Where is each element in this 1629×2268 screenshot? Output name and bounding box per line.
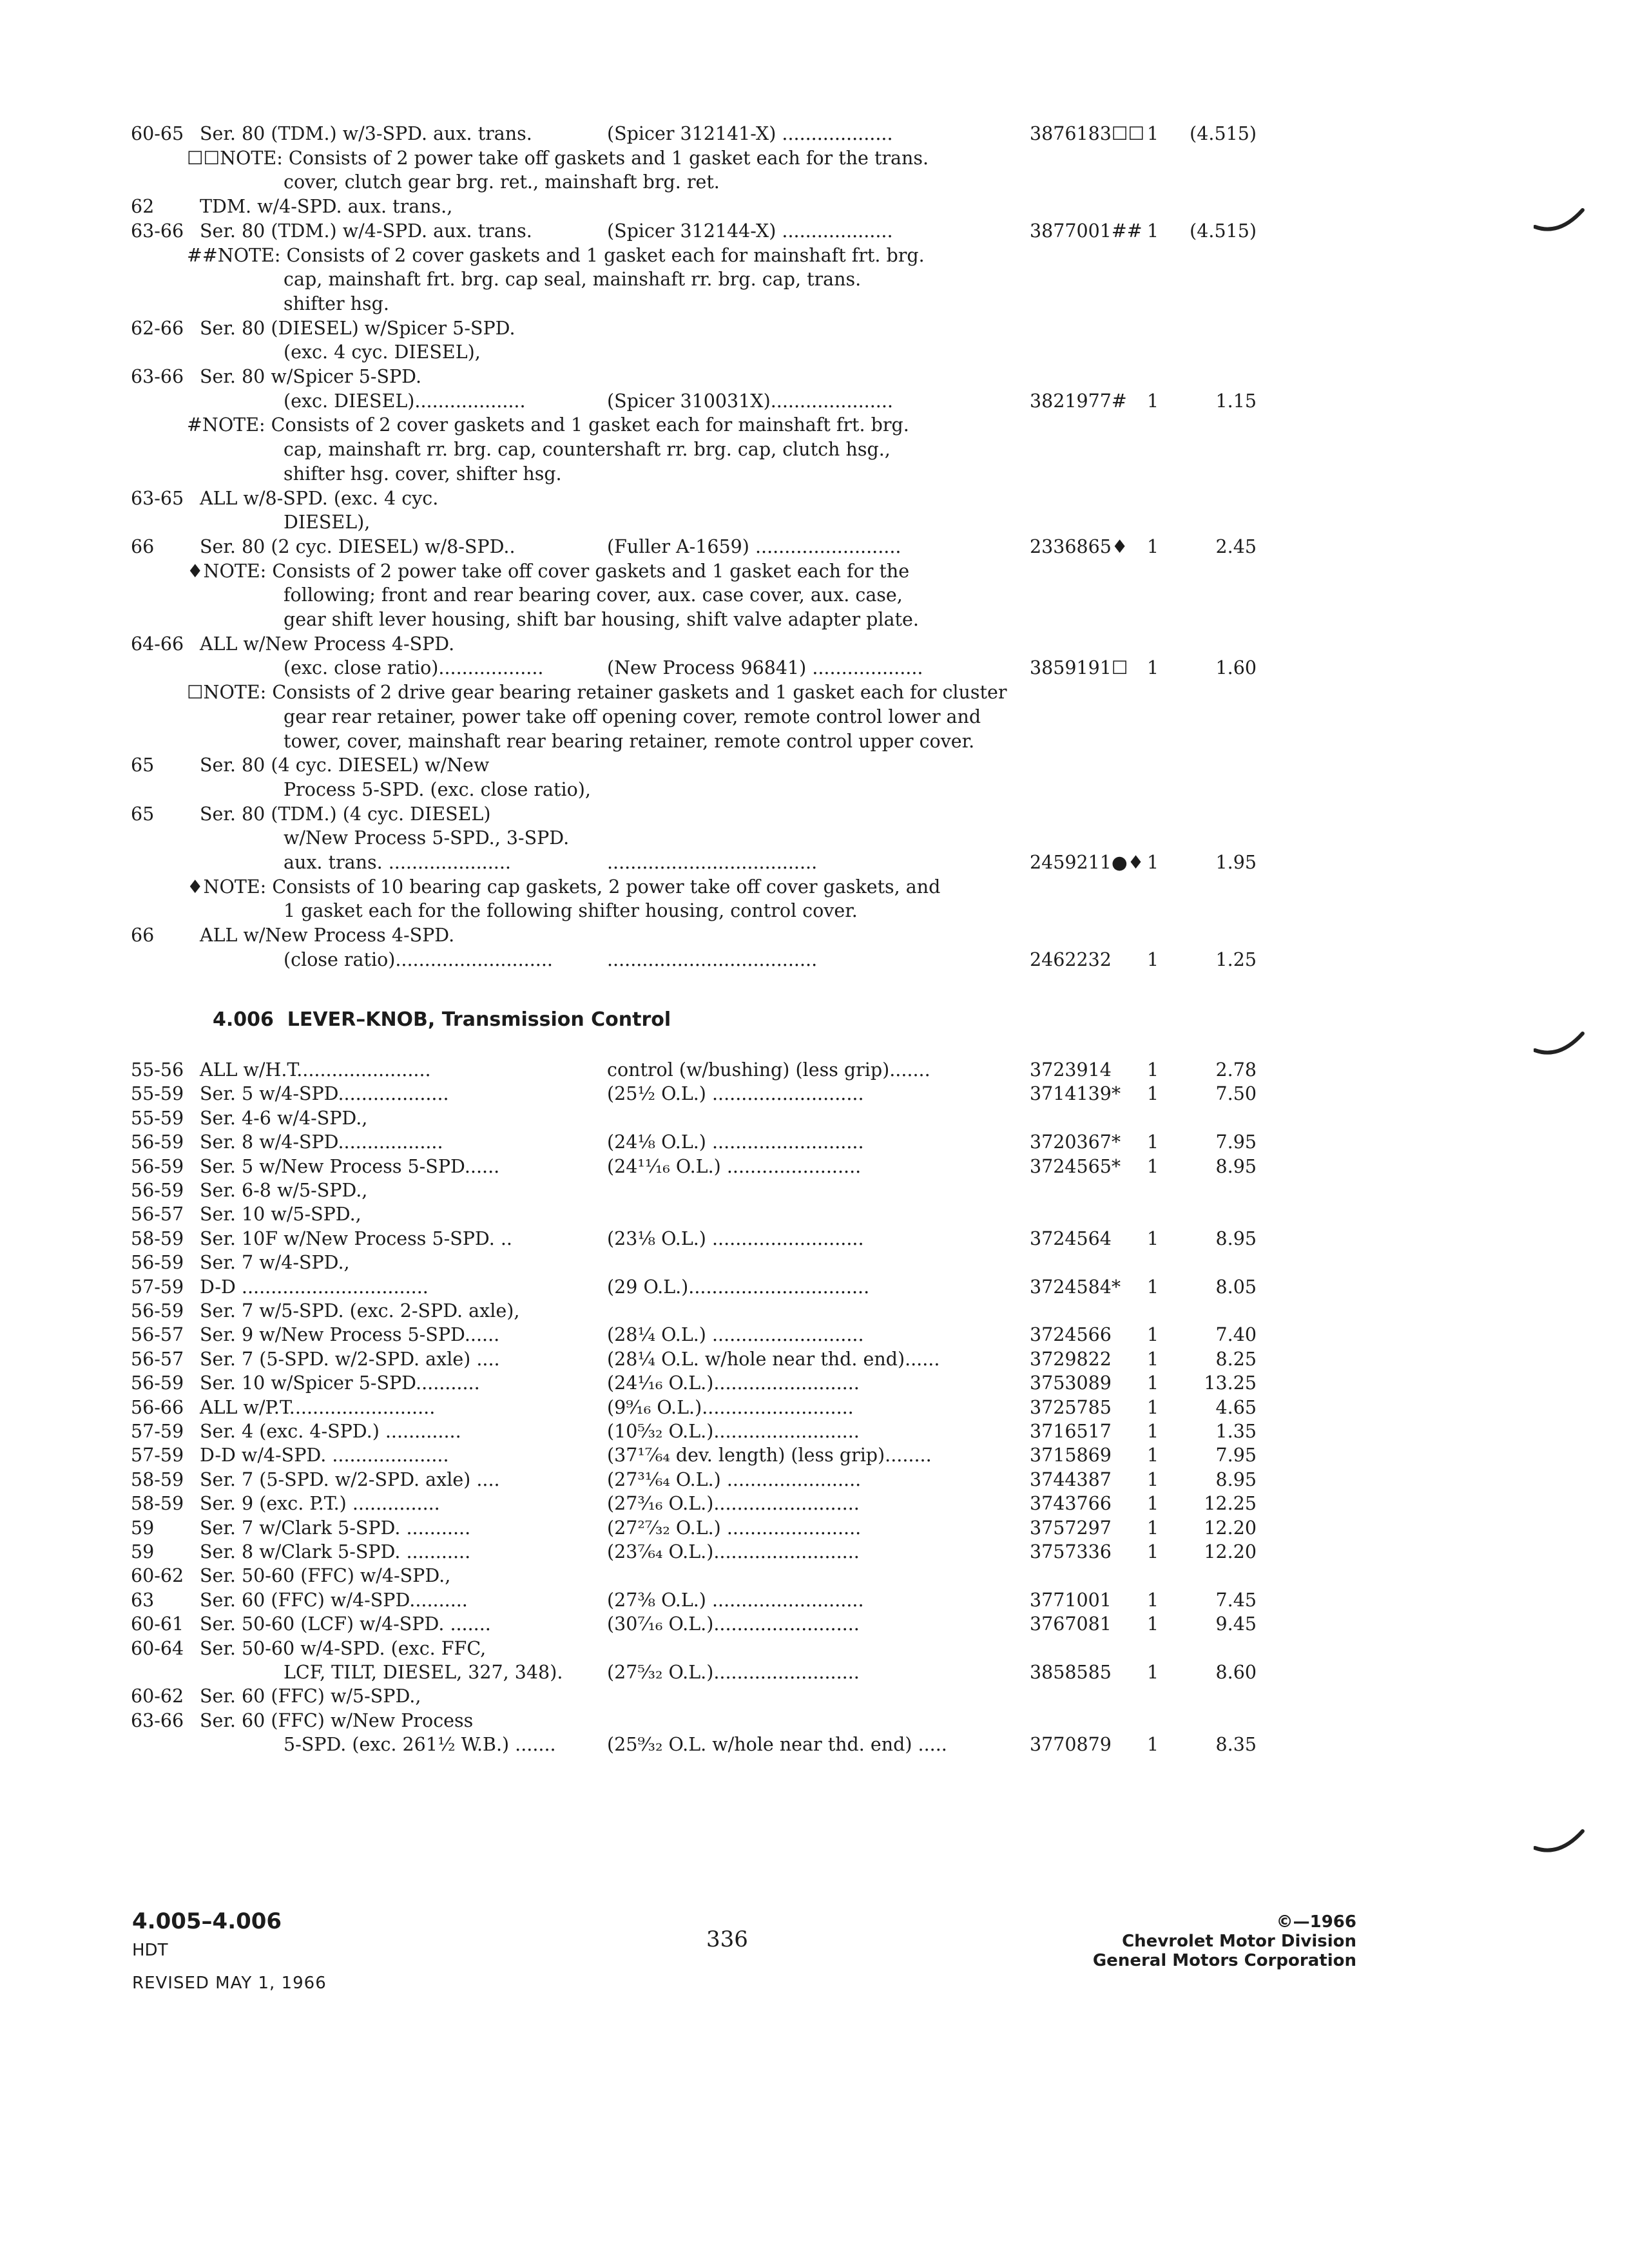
application-desc: Ser. 6-8 w/5-SPD.,: [200, 1180, 368, 1201]
model-year: 60-61: [131, 1613, 184, 1635]
spec-text: (24¹¹⁄₁₆ O.L.) .......................: [607, 1155, 862, 1177]
quantity: 1: [1147, 1083, 1159, 1105]
application-desc: TDM. w/4-SPD. aux. trans.,: [200, 196, 453, 218]
catalog-line: [0, 1155, 1629, 1178]
catalog-line: [0, 730, 1629, 753]
spec-text: (24¹⁄₁₆ O.L.).........................: [607, 1372, 860, 1394]
application-desc: Ser. 8 w/Clark 5-SPD. ...........: [200, 1541, 471, 1562]
application-desc: Ser. 60 (FFC) w/New Process: [200, 1709, 474, 1731]
part-number: 3715869: [1030, 1445, 1112, 1466]
catalog-line: [0, 1179, 1629, 1202]
application-desc: Ser. 80 (TDM.) (4 cyc. DIESEL): [200, 803, 491, 825]
application-desc: Ser. 50-60 w/4-SPD. (exc. FFC,: [200, 1637, 487, 1659]
model-year: 56-59: [131, 1131, 184, 1153]
part-number: 3859191☐: [1030, 657, 1128, 679]
part-number: 3771001: [1030, 1589, 1112, 1611]
application-desc: Ser. 7 (5-SPD. w/2-SPD. axle) ....: [200, 1348, 500, 1370]
model-year: 60-62: [131, 1565, 184, 1587]
margin-tick-mark: [1534, 1031, 1585, 1061]
spec-text: (24⅛ O.L.) ..........................: [607, 1131, 864, 1153]
model-year: 60-62: [131, 1686, 184, 1707]
catalog-line: [0, 948, 1629, 972]
catalog-line: [0, 365, 1629, 389]
price: 9.45: [1215, 1613, 1257, 1635]
catalog-line: [0, 122, 1629, 146]
continuation-text: (exc. close ratio)..................: [284, 657, 544, 679]
model-year: 56-57: [131, 1324, 184, 1346]
note-text: ♦NOTE: Consists of 2 power take off cover gaskets and 1 gasket each for the: [187, 560, 910, 582]
application-desc: Ser. 60 (FFC) w/5-SPD.,: [200, 1686, 421, 1707]
continuation-text: cap, mainshaft rr. brg. cap, countershaft rr. brg. cap, clutch hsg.,: [284, 439, 891, 461]
price: 1.15: [1215, 390, 1257, 412]
quantity: 1: [1147, 390, 1159, 412]
catalog-line: [0, 633, 1629, 656]
model-year: 57-59: [131, 1276, 184, 1298]
page-number: 336: [706, 1927, 748, 1952]
quantity: 1: [1147, 852, 1159, 873]
application-desc: Ser. 80 (TDM.) w/4-SPD. aux. trans.: [200, 220, 532, 242]
model-year: 60-65: [131, 123, 184, 144]
quantity: 1: [1147, 1131, 1159, 1153]
application-desc: Ser. 60 (FFC) w/4-SPD..........: [200, 1589, 468, 1611]
application-desc: Ser. 50-60 (FFC) w/4-SPD.,: [200, 1565, 451, 1587]
catalog-line: [0, 706, 1629, 729]
catalog-line: [0, 1082, 1629, 1106]
application-desc: Ser. 9 w/New Process 5-SPD......: [200, 1324, 500, 1346]
price: 1.95: [1215, 852, 1257, 873]
price: 8.60: [1215, 1662, 1257, 1683]
model-year: 58-59: [131, 1493, 184, 1515]
catalog-line: [0, 803, 1629, 826]
application-desc: Ser. 7 (5-SPD. w/2-SPD. axle) ....: [200, 1468, 500, 1490]
catalog-line: [0, 1396, 1629, 1419]
spec-text: (27⁵⁄₃₂ O.L.).........................: [607, 1662, 860, 1683]
catalog-line: [0, 1517, 1629, 1540]
model-year: 65: [131, 754, 155, 776]
spec-text: (27³⁄₁₆ O.L.).........................: [607, 1493, 860, 1515]
spec-text: (Spicer 312141-X) ...................: [607, 123, 893, 144]
spec-text: (28¼ O.L.) ..........................: [607, 1324, 864, 1346]
application-desc: Ser. 7 w/Clark 5-SPD. ...........: [200, 1517, 471, 1539]
quantity: 1: [1147, 1348, 1159, 1370]
spec-text: (Spicer 310031X).....................: [607, 390, 893, 412]
price: 12.20: [1204, 1517, 1257, 1539]
model-year: 63-65: [131, 487, 184, 509]
quantity: 1: [1147, 1227, 1159, 1249]
part-number: 3753089: [1030, 1372, 1112, 1394]
model-year: 56-59: [131, 1155, 184, 1177]
part-number: 3821977#: [1030, 390, 1127, 412]
catalog-line: [0, 1444, 1629, 1467]
quantity: 1: [1147, 123, 1159, 144]
revision-date: REVISED MAY 1, 1966: [132, 1974, 327, 1993]
part-number: 3724564: [1030, 1227, 1112, 1249]
application-desc: Ser. 80 (4 cyc. DIESEL) w/New: [200, 754, 490, 776]
price: 4.65: [1215, 1396, 1257, 1418]
quantity: 1: [1147, 1468, 1159, 1490]
catalog-line: [0, 1661, 1629, 1684]
spec-text: (Spicer 312144-X) ...................: [607, 220, 893, 242]
spec-text: control (w/bushing) (less grip).......: [607, 1059, 930, 1081]
model-year: 64-66: [131, 633, 184, 655]
catalog-line: [0, 1685, 1629, 1708]
catalog-line: [0, 195, 1629, 218]
application-desc: Ser. 50-60 (LCF) w/4-SPD. .......: [200, 1613, 491, 1635]
application-desc: Ser. 80 (TDM.) w/3-SPD. aux. trans.: [200, 123, 532, 144]
catalog-line: [0, 1589, 1629, 1612]
catalog-line: [0, 438, 1629, 461]
catalog-line: [0, 1323, 1629, 1347]
quantity: 1: [1147, 1372, 1159, 1394]
application-desc: Ser. 8 w/4-SPD..................: [200, 1131, 443, 1153]
model-year: 66: [131, 925, 155, 947]
model-year: 58-59: [131, 1227, 184, 1249]
part-number: 3723914: [1030, 1059, 1112, 1081]
application-desc: ALL w/New Process 4-SPD.: [200, 633, 455, 655]
application-desc: Ser. 10 w/5-SPD.,: [200, 1204, 361, 1225]
application-desc: Ser. 80 w/Spicer 5-SPD.: [200, 366, 422, 387]
part-number: 3720367*: [1030, 1131, 1121, 1153]
price: (4.515): [1190, 220, 1257, 242]
application-desc: Ser. 4 (exc. 4-SPD.) .............: [200, 1421, 461, 1442]
part-number: 3725785: [1030, 1396, 1112, 1418]
quantity: 1: [1147, 1734, 1159, 1756]
application-desc: ALL w/P.T.........................: [200, 1396, 436, 1418]
note-text: #NOTE: Consists of 2 cover gaskets and 1 gasket each for mainshaft frt. brg.: [187, 414, 909, 436]
spec-text: (29 O.L.)...............................: [607, 1276, 870, 1298]
spec-text: (25⁹⁄₃₂ O.L. w/hole near thd. end) .....: [607, 1734, 947, 1756]
spec-text: (30⁷⁄₁₆ O.L.).........................: [607, 1613, 860, 1635]
price: 2.45: [1215, 535, 1257, 557]
catalog-line: [0, 1227, 1629, 1251]
model-year: 58-59: [131, 1468, 184, 1490]
continuation-text: DIESEL),: [284, 512, 371, 533]
catalog-line: [0, 1613, 1629, 1636]
continuation-text: cap, mainshaft frt. brg. cap seal, mainshaft rr. brg. cap, trans.: [284, 269, 862, 291]
model-year: 57-59: [131, 1421, 184, 1442]
application-desc: Ser. 80 (DIESEL) w/Spicer 5-SPD.: [200, 317, 516, 339]
application-desc: Ser. 9 (exc. P.T.) ...............: [200, 1493, 440, 1515]
model-year: 66: [131, 535, 155, 557]
catalog-line: [0, 535, 1629, 559]
corporation-name: General Motors Corporation: [1092, 1951, 1356, 1970]
continuation-text: 1 gasket each for the following shifter housing, control cover.: [284, 900, 858, 922]
application-desc: D-D w/4-SPD. ....................: [200, 1445, 449, 1466]
catalog-line: [0, 778, 1629, 802]
continuation-text: gear shift lever housing, shift bar housing, shift valve adapter plate.: [284, 609, 919, 630]
catalog-line: [0, 1251, 1629, 1274]
price: 7.95: [1215, 1445, 1257, 1466]
model-year: 56-57: [131, 1204, 184, 1225]
quantity: 1: [1147, 1324, 1159, 1346]
price: 8.95: [1215, 1155, 1257, 1177]
application-desc: Ser. 80 (2 cyc. DIESEL) w/8-SPD..: [200, 535, 516, 557]
quantity: 1: [1147, 1421, 1159, 1442]
model-year: 63-66: [131, 366, 184, 387]
catalog-line: [0, 511, 1629, 534]
model-year: 56-59: [131, 1300, 184, 1321]
catalog-line: [0, 1733, 1629, 1756]
catalog-line: [0, 414, 1629, 437]
continuation-text: (exc. DIESEL)...................: [284, 390, 526, 412]
price: 2.78: [1215, 1059, 1257, 1081]
price: 7.95: [1215, 1131, 1257, 1153]
price: 8.35: [1215, 1734, 1257, 1756]
continuation-text: aux. trans. .....................: [284, 852, 511, 873]
part-number: 3714139*: [1030, 1083, 1121, 1105]
model-year: 63: [131, 1589, 155, 1611]
margin-tick-mark: [1534, 207, 1585, 237]
continuation-text: cover, clutch gear brg. ret., mainshaft brg. ret.: [284, 171, 720, 193]
application-desc: ALL w/8-SPD. (exc. 4 cyc.: [200, 487, 439, 509]
catalog-line: [0, 851, 1629, 874]
spec-text: (New Process 96841) ...................: [607, 657, 923, 679]
catalog-line: [0, 1420, 1629, 1443]
catalog-line: [0, 1059, 1629, 1082]
model-year: 57-59: [131, 1445, 184, 1466]
spec-text: (23⁷⁄₆₄ O.L.).........................: [607, 1541, 860, 1562]
catalog-line: [0, 1300, 1629, 1323]
catalog-line: [0, 1709, 1629, 1733]
continuation-text: shifter hsg.: [284, 293, 389, 314]
continuation-text: gear rear retainer, power take off opening cover, remote control lower and: [284, 706, 981, 727]
catalog-line: [0, 1564, 1629, 1588]
part-number: 3716517: [1030, 1421, 1112, 1442]
continuation-text: (exc. 4 cyc. DIESEL),: [284, 341, 481, 363]
price: 8.05: [1215, 1276, 1257, 1298]
model-year: 56-59: [131, 1372, 184, 1394]
model-year: 59: [131, 1541, 155, 1562]
catalog-line: [0, 827, 1629, 850]
model-year: 63-66: [131, 220, 184, 242]
price: (4.515): [1190, 123, 1257, 144]
catalog-line: [0, 1372, 1629, 1395]
model-year: 55-59: [131, 1083, 184, 1105]
spec-text: (28¼ O.L. w/hole near thd. end)......: [607, 1348, 940, 1370]
price: 13.25: [1204, 1372, 1257, 1394]
model-year: 55-59: [131, 1107, 184, 1129]
catalog-line: [0, 899, 1629, 923]
continuation-text: Process 5-SPD. (exc. close ratio),: [284, 778, 591, 800]
division-name: Chevrolet Motor Division: [1122, 1932, 1356, 1951]
application-desc: Ser. 5 w/New Process 5-SPD......: [200, 1155, 500, 1177]
application-desc: ALL w/H.T.......................: [200, 1059, 431, 1081]
quantity: 1: [1147, 535, 1159, 557]
application-desc: Ser. 7 w/4-SPD.,: [200, 1252, 350, 1274]
catalog-line: [0, 1131, 1629, 1154]
continuation-text: 5-SPD. (exc. 261½ W.B.) .......: [284, 1734, 556, 1756]
spec-text: (27²⁷⁄₃₂ O.L.) .......................: [607, 1517, 862, 1539]
application-desc: D-D ................................: [200, 1276, 429, 1298]
part-number: 3876183☐☐: [1030, 123, 1145, 144]
note-text: ##NOTE: Consists of 2 cover gaskets and 1 gasket each for mainshaft frt. brg.: [187, 244, 925, 266]
model-year: 65: [131, 803, 155, 825]
catalog-line: [0, 1541, 1629, 1564]
catalog-line: [0, 390, 1629, 413]
part-number: 3724566: [1030, 1324, 1112, 1346]
spec-text: (Fuller A-1659) .........................: [607, 535, 901, 557]
part-number: 3743766: [1030, 1493, 1112, 1515]
price: 1.60: [1215, 657, 1257, 679]
part-number: 3757297: [1030, 1517, 1112, 1539]
part-number: 2459211●♦: [1030, 852, 1144, 873]
catalog-line: [0, 754, 1629, 777]
catalog-line: [0, 560, 1629, 583]
catalog-line: [0, 293, 1629, 316]
quantity: 1: [1147, 1613, 1159, 1635]
spec-text: ....................................: [607, 852, 818, 873]
quantity: 1: [1147, 1517, 1159, 1539]
catalog-line: [0, 1492, 1629, 1515]
price: 12.20: [1204, 1541, 1257, 1562]
catalog-line: [0, 1203, 1629, 1226]
catalog-line: [0, 244, 1629, 267]
spec-text: (23⅛ O.L.) ..........................: [607, 1227, 864, 1249]
quantity: 1: [1147, 1276, 1159, 1298]
quantity: 1: [1147, 948, 1159, 970]
series-code: HDT: [132, 1941, 168, 1960]
catalog-line: [0, 268, 1629, 291]
continuation-text: tower, cover, mainshaft rear bearing retainer, remote control upper cover.: [284, 730, 975, 752]
section-range: 4.005–4.006: [132, 1908, 282, 1934]
model-year: 63-66: [131, 1709, 184, 1731]
catalog-line: [0, 317, 1629, 340]
note-text: ♦NOTE: Consists of 10 bearing cap gaskets, 2 power take off cover gaskets, and: [187, 876, 941, 898]
price: 8.95: [1215, 1227, 1257, 1249]
quantity: 1: [1147, 1445, 1159, 1466]
part-number: 3724565*: [1030, 1155, 1121, 1177]
spec-text: (27⅜ O.L.) ..........................: [607, 1589, 864, 1611]
part-number: 3744387: [1030, 1468, 1112, 1490]
price: 7.45: [1215, 1589, 1257, 1611]
model-year: 60-64: [131, 1637, 184, 1659]
model-year: 59: [131, 1517, 155, 1539]
price: 8.25: [1215, 1348, 1257, 1370]
catalog-line: [0, 681, 1629, 704]
model-year: 62-66: [131, 317, 184, 339]
quantity: 1: [1147, 220, 1159, 242]
continuation-text: w/New Process 5-SPD., 3-SPD.: [284, 827, 570, 849]
continuation-text: following; front and rear bearing cover, aux. case cover, aux. case,: [284, 584, 903, 606]
continuation-text: shifter hsg. cover, shifter hsg.: [284, 463, 562, 485]
part-number: 2336865♦: [1030, 535, 1128, 557]
price: 1.25: [1215, 948, 1257, 970]
spec-text: (9⁹⁄₁₆ O.L.)..........................: [607, 1396, 854, 1418]
application-desc: Ser. 5 w/4-SPD...................: [200, 1083, 449, 1105]
spec-text: (25½ O.L.) ..........................: [607, 1083, 864, 1105]
price: 7.50: [1215, 1083, 1257, 1105]
margin-tick-mark: [1534, 1829, 1585, 1858]
spec-text: (27³¹⁄₆₄ O.L.) .......................: [607, 1468, 862, 1490]
application-desc: Ser. 10 w/Spicer 5-SPD...........: [200, 1372, 480, 1394]
price: 1.35: [1215, 1421, 1257, 1442]
catalog-line: [0, 341, 1629, 364]
quantity: 1: [1147, 657, 1159, 679]
part-number: 3858585: [1030, 1662, 1112, 1683]
catalog-line: [0, 1348, 1629, 1371]
application-desc: Ser. 7 w/5-SPD. (exc. 2-SPD. axle),: [200, 1300, 520, 1321]
model-year: 56-57: [131, 1348, 184, 1370]
model-year: 56-59: [131, 1180, 184, 1201]
model-year: 55-56: [131, 1059, 184, 1081]
part-number: 3770879: [1030, 1734, 1112, 1756]
quantity: 1: [1147, 1155, 1159, 1177]
catalog-line: [0, 487, 1629, 510]
price: 7.40: [1215, 1324, 1257, 1346]
application-desc: Ser. 10F w/New Process 5-SPD. ..: [200, 1227, 512, 1249]
catalog-line: [0, 657, 1629, 680]
part-number: 3729822: [1030, 1348, 1112, 1370]
quantity: 1: [1147, 1396, 1159, 1418]
application-desc: Ser. 4-6 w/4-SPD.,: [200, 1107, 368, 1129]
note-text: ☐NOTE: Consists of 2 drive gear bearing retainer gaskets and 1 gasket each for cluster: [187, 682, 1007, 704]
quantity: 1: [1147, 1541, 1159, 1562]
price: 8.95: [1215, 1468, 1257, 1490]
continuation-text: LCF, TILT, DIESEL, 327, 348).: [284, 1662, 563, 1683]
price: 12.25: [1204, 1493, 1257, 1515]
model-year: 56-66: [131, 1396, 184, 1418]
part-number: 2462232: [1030, 948, 1112, 970]
note-text: ☐☐NOTE: Consists of 2 power take off gaskets and 1 gasket each for the trans.: [187, 147, 929, 169]
part-number: 3767081: [1030, 1613, 1112, 1635]
catalog-line: [0, 147, 1629, 170]
application-desc: ALL w/New Process 4-SPD.: [200, 925, 455, 947]
spec-text: ....................................: [607, 948, 818, 970]
catalog-line: [0, 1468, 1629, 1492]
quantity: 1: [1147, 1059, 1159, 1081]
part-number: 3724584*: [1030, 1276, 1121, 1298]
copyright: ©—1966: [1276, 1912, 1356, 1932]
part-number: 3757336: [1030, 1541, 1112, 1562]
catalog-line: [0, 1107, 1629, 1130]
spec-text: (10⁵⁄₃₂ O.L.).........................: [607, 1421, 860, 1442]
catalog-line: [0, 220, 1629, 243]
catalog-line: [0, 463, 1629, 486]
quantity: 1: [1147, 1493, 1159, 1515]
continuation-text: (close ratio)...........................: [284, 948, 553, 970]
catalog-line: [0, 608, 1629, 631]
quantity: 1: [1147, 1662, 1159, 1683]
spec-text: (37¹⁷⁄₆₄ dev. length) (less grip)........: [607, 1445, 932, 1466]
catalog-line: [0, 1276, 1629, 1299]
catalog-line: [0, 924, 1629, 947]
catalog-line: [0, 171, 1629, 194]
catalog-line: [0, 584, 1629, 607]
catalog-line: [0, 1637, 1629, 1660]
model-year: 62: [131, 196, 155, 218]
part-number: 3877001##: [1030, 220, 1142, 242]
quantity: 1: [1147, 1589, 1159, 1611]
model-year: 56-59: [131, 1252, 184, 1274]
catalog-line: [0, 876, 1629, 899]
section-heading: 4.006 LEVER–KNOB, Transmission Control: [213, 1008, 671, 1031]
